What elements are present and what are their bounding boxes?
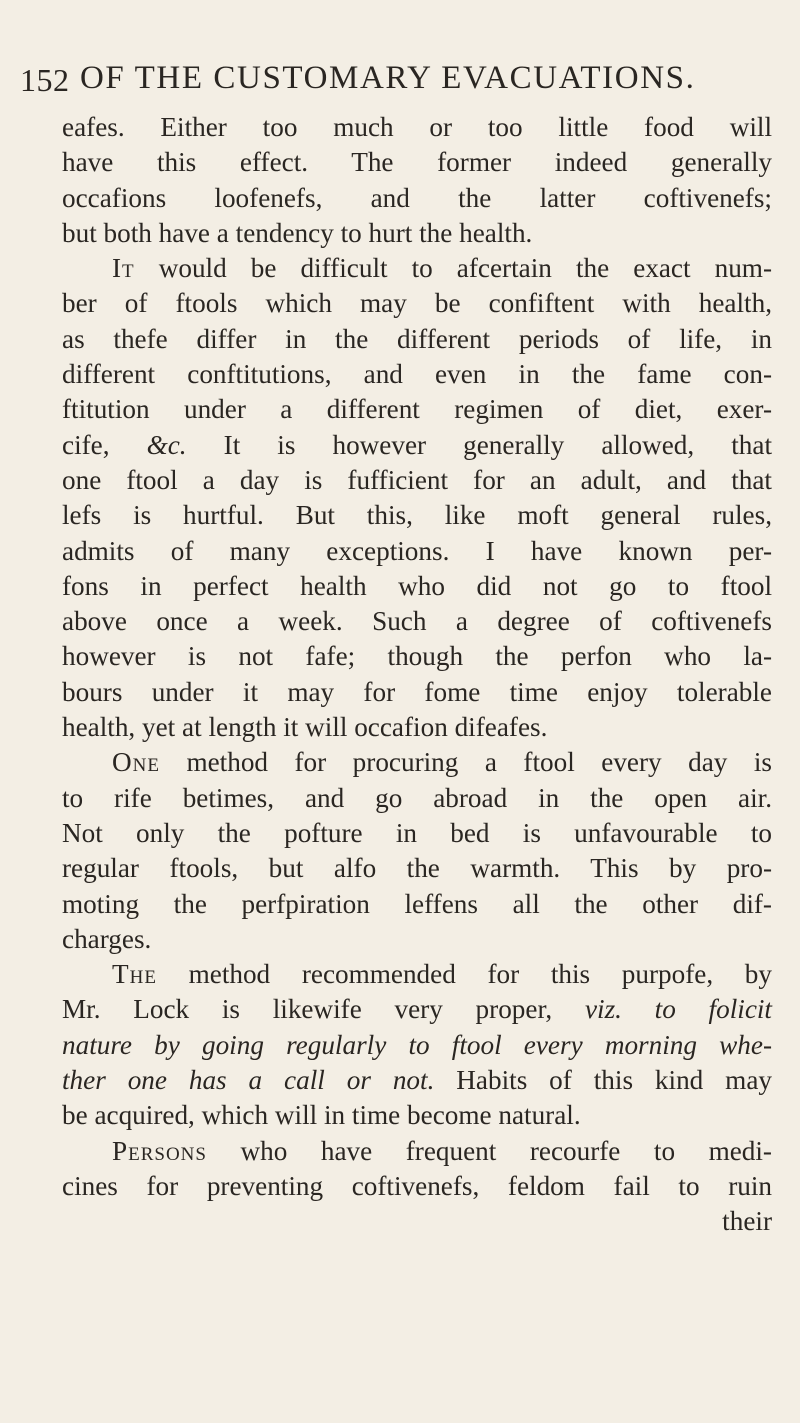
text-text: would be difficult to afcertain the exact num-	[134, 253, 772, 284]
text-text: method recommended for this purpofe, by	[156, 959, 772, 990]
text-line	[62, 392, 772, 427]
text-text: bours under it may for fome time enjoy tolerable	[62, 676, 772, 707]
text-text: Mr. Lock is likewife very proper,	[62, 994, 585, 1025]
text-italic: nature by going regularly to ftool every morning whe-	[62, 1029, 772, 1060]
text-line	[62, 922, 772, 957]
text-line	[62, 1063, 772, 1098]
text-line	[62, 498, 772, 533]
text-line	[62, 251, 772, 286]
text-line	[62, 1204, 772, 1239]
text-line	[62, 745, 772, 780]
text-text: as thefe differ in the different periods of life, in	[62, 323, 772, 354]
text-text: one ftool a day is fufficient for an adult, and that	[62, 464, 772, 495]
body-text	[62, 110, 772, 1240]
text-lead: One	[112, 747, 160, 778]
text-text: to rife betimes, and go abroad in the open air.	[62, 782, 772, 813]
text-line	[62, 569, 772, 604]
text-line	[62, 463, 772, 498]
text-line	[62, 286, 772, 321]
text-line	[62, 110, 772, 145]
text-line	[62, 816, 772, 851]
text-line	[62, 781, 772, 816]
text-line	[62, 181, 772, 216]
page-header	[20, 56, 800, 106]
text-line	[62, 710, 772, 745]
text-text: cife,	[62, 429, 147, 460]
text-text: fons in perfect health who did not go to ftool	[62, 570, 772, 601]
text-text: cines for preventing coftivenefs, feldom fail to ruin	[62, 1170, 772, 1201]
text-text: eafes. Either too much or too little food will	[62, 112, 772, 142]
text-lead: Persons	[112, 1135, 207, 1166]
text-lead: It	[112, 253, 135, 284]
text-text: occafions loofenefs, and the latter coftivenefs;	[62, 182, 772, 213]
text-line	[62, 639, 772, 674]
text-line	[62, 604, 772, 639]
text-text: above once a week. Such a degree of coftivenefs	[62, 606, 772, 637]
text-after: Habits of this kind may	[434, 1065, 772, 1096]
text-line	[62, 992, 772, 1027]
text-text: health, yet at length it will occafion difeafes.	[62, 712, 548, 743]
running-head: OF THE CUSTOMARY EVACUATIONS.	[80, 60, 696, 96]
text-text: different conftitutions, and even in the fame con-	[62, 359, 772, 390]
text-line	[62, 216, 772, 251]
text-text: moting the perfpiration leffens all the other dif-	[62, 888, 772, 919]
text-line	[62, 1134, 772, 1169]
text-line	[62, 1098, 772, 1133]
text-line	[62, 145, 772, 180]
text-text: who have frequent recourfe to medi-	[206, 1135, 772, 1166]
text-line	[62, 322, 772, 357]
text-text: admits of many exceptions. I have known per-	[62, 535, 772, 566]
text-line	[62, 357, 772, 392]
page-number: 152	[20, 62, 70, 98]
text-lead: The	[112, 959, 157, 990]
text-text: be acquired, which will in time become natural.	[62, 1100, 581, 1131]
text-text: their	[722, 1206, 772, 1237]
text-text: charges.	[62, 923, 152, 954]
text-after: It is however generally allowed, that	[186, 429, 772, 460]
text-italic: viz. to folicit	[584, 994, 772, 1025]
text-text: ber of ftools which may be confiftent with health,	[62, 288, 772, 319]
text-line	[62, 1028, 772, 1063]
text-line	[62, 675, 772, 710]
text-text: Not only the pofture in bed is unfavourable to	[62, 817, 772, 848]
text-italic: ther one has a call or not.	[62, 1065, 435, 1096]
text-line	[62, 428, 772, 463]
text-line	[62, 534, 772, 569]
text-text: however is not fafe; though the perfon who la-	[62, 641, 772, 672]
text-line	[62, 957, 772, 992]
text-text: but both have a tendency to hurt the health.	[62, 217, 533, 248]
text-italic: &c.	[146, 429, 187, 460]
text-text: ftitution under a different regimen of diet, exer-	[62, 394, 772, 425]
text-line	[62, 1169, 772, 1204]
text-text: method for procuring a ftool every day is	[159, 747, 772, 778]
text-text: lefs is hurtful. But this, like moft general rules,	[62, 500, 772, 531]
text-text: have this effect. The former indeed generally	[62, 147, 772, 178]
text-line	[62, 851, 772, 886]
text-text: regular ftools, but alfo the warmth. This by pro-	[62, 853, 772, 884]
text-line	[62, 887, 772, 922]
